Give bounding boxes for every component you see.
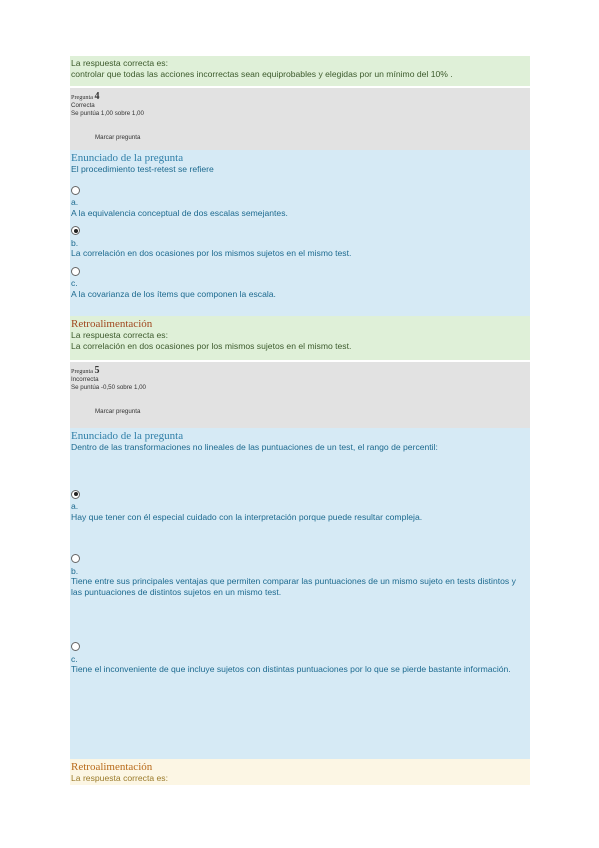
- question-4-statement-title: Enunciado de la pregunta: [71, 152, 184, 164]
- quiz-review-page: [70, 56, 530, 785]
- question-4-score: Se puntúa 1,00 sobre 1,00: [71, 109, 144, 117]
- question-prefix: Pregunta: [71, 368, 93, 375]
- question-number: 5: [94, 365, 100, 376]
- flag-question-5-link[interactable]: Marcar pregunta: [95, 408, 141, 416]
- q5-option-a-radio[interactable]: [71, 490, 80, 499]
- question-prefix: Pregunta: [71, 94, 93, 101]
- previous-feedback-label: La respuesta correcta es:: [71, 58, 168, 68]
- q4-option-b-text: La correlación en dos ocasiones por los mismos sujetos en el mismo test.: [71, 248, 352, 258]
- question-4-feedback-title: Retroalimentación: [71, 318, 153, 330]
- q4-option-c-radio[interactable]: [71, 267, 80, 276]
- question-4-status: Correcta: [71, 102, 95, 109]
- q4-option-a-letter: a.: [71, 197, 79, 207]
- question-5-info: [70, 362, 530, 428]
- question-5-statement-title: Enunciado de la pregunta: [71, 430, 184, 442]
- question-4-number: [71, 91, 529, 102]
- q5-option-c-letter: c.: [71, 653, 78, 664]
- question-4-formulation: [70, 150, 530, 316]
- q5-option-b-text: Tiene entre sus principales ventajas que permiten comparar las puntuaciones de un mismo sujeto en tests distintos y las puntuaciones de distintos sujetos en un mismo test.: [71, 576, 516, 597]
- q5-option-b-letter: b.: [71, 565, 79, 576]
- question-number: 4: [94, 91, 100, 102]
- question-4-info: [70, 88, 530, 150]
- q4-option-b-radio[interactable]: [71, 226, 80, 235]
- question-5-number: [71, 365, 529, 376]
- question-4-feedback: [70, 316, 530, 360]
- q5-option-a-letter: a.: [71, 501, 79, 511]
- question-5-score: Se puntúa -0,50 sobre 1,00: [71, 383, 146, 391]
- q4-option-a-radio[interactable]: [71, 186, 80, 195]
- question-5-formulation: [70, 428, 530, 759]
- question-5-feedback-label: La respuesta correcta es:: [71, 773, 168, 783]
- question-5-status: Incorrecta: [71, 376, 99, 383]
- flag-question-4-link[interactable]: Marcar pregunta: [95, 134, 141, 142]
- q4-option-c-text: A la covarianza de los ítems que componen la escala.: [71, 288, 276, 299]
- q5-option-a-text: Hay que tener con él especial cuidado con la interpretación porque puede resultar compleja.: [71, 511, 423, 522]
- question-4-feedback-label: La respuesta correcta es:: [71, 330, 168, 340]
- q5-option-b-radio[interactable]: [71, 554, 80, 563]
- q4-option-b-letter: b.: [71, 237, 79, 248]
- q4-option-c-letter: c.: [71, 278, 78, 288]
- q5-option-c-text: Tiene el inconveniente de que incluye sujetos con distintas puntuaciones por lo que se pierde bastante información.: [71, 664, 511, 674]
- question-5-feedback: [70, 759, 530, 785]
- question-5-feedback-title: Retroalimentación: [71, 761, 153, 773]
- question-4-feedback-answer: La correlación en dos ocasiones por los mismos sujetos en el mismo test.: [71, 340, 352, 351]
- q4-option-a-text: A la equivalencia conceptual de dos escalas semejantes.: [71, 207, 288, 218]
- question-4-statement: El procedimiento test-retest se refiere: [71, 164, 214, 174]
- previous-feedback-answer: controlar que todas las acciones incorrectas sean equiprobables y elegidas por un mínimo del 10% .: [71, 68, 453, 79]
- previous-feedback: [70, 56, 530, 86]
- question-5-statement: Dentro de las transformaciones no lineales de las puntuaciones de un test, el rango de percentil:: [71, 442, 438, 452]
- q5-option-c-radio[interactable]: [71, 642, 80, 651]
